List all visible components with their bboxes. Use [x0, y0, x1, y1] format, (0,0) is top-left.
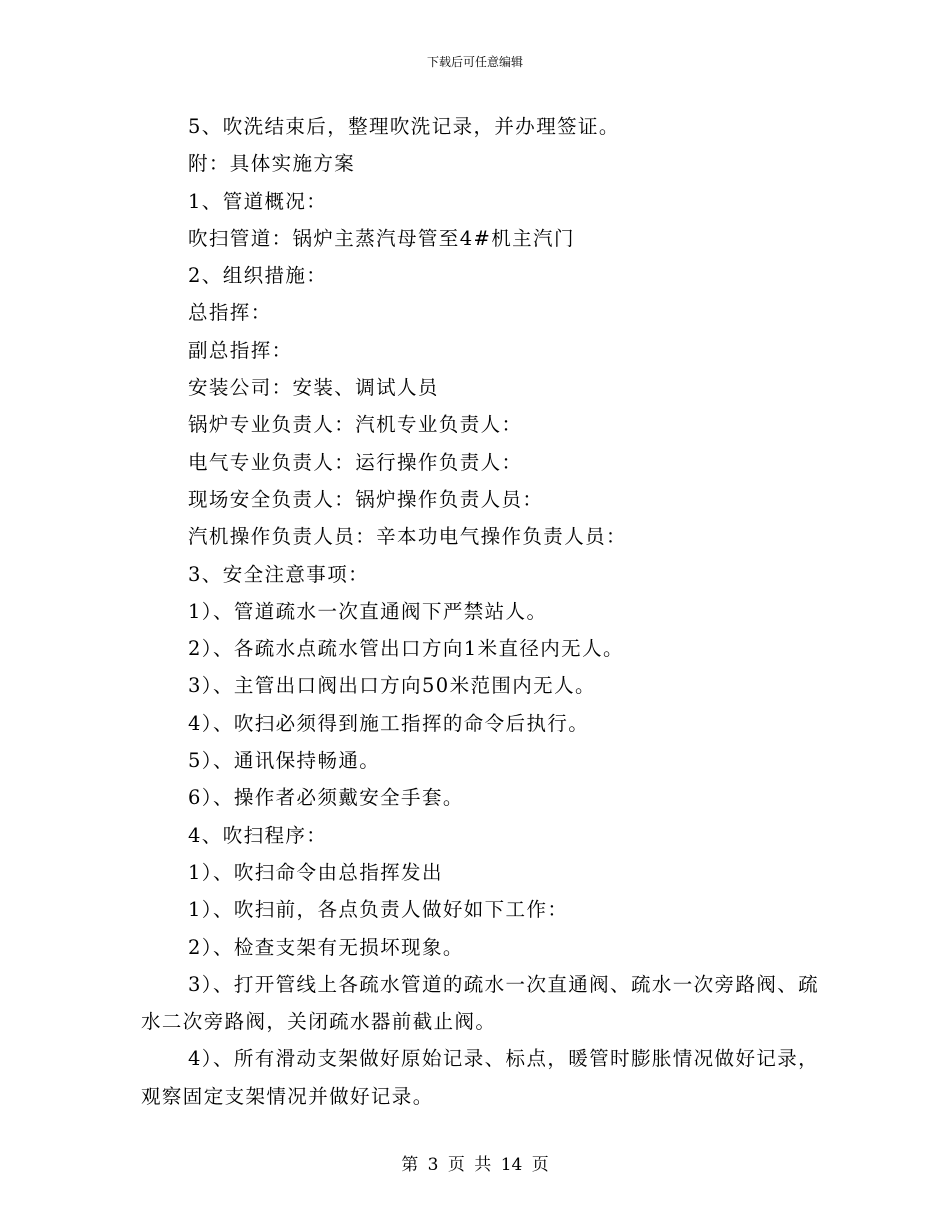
list-item: 1）、吹扫命令由总指挥发出 — [188, 860, 443, 884]
section-heading: 2、组织措施： — [188, 264, 328, 288]
paragraph: 附：具体实施方案 — [188, 152, 356, 176]
paragraph: 电气专业负责人：运行操作负责人： — [188, 450, 523, 474]
paragraph: 总指挥： — [188, 301, 272, 325]
page-header: 下载后可任意编辑 — [426, 55, 523, 69]
paragraph: 吹扫管道：锅炉主蒸汽母管至4#机主汽门 — [188, 226, 575, 250]
list-item: 4）、吹扫必须得到施工指挥的命令后执行。 — [188, 711, 590, 735]
list-item: 6）、操作者必须戴安全手套。 — [188, 786, 464, 810]
paragraph: 5、吹洗结束后，整理吹洗记录，并办理签证。 — [188, 115, 620, 138]
paragraph: 副总指挥： — [188, 338, 293, 362]
section-heading: 3、安全注意事项： — [188, 562, 370, 586]
list-item: 3）、主管出口阀出口方向50米范围内无人。 — [188, 674, 596, 698]
document-body — [141, 108, 831, 1115]
list-item: 1）、管道疏水一次直通阀下严禁站人。 — [188, 599, 548, 623]
list-item: 1）、吹扫前，各点负责人做好如下工作： — [188, 898, 569, 922]
paragraph: 锅炉专业负责人：汽机专业负责人： — [188, 413, 523, 437]
paragraph: 现场安全负责人：锅炉操作负责人员： — [188, 487, 544, 511]
section-heading: 4、吹扫程序： — [188, 823, 328, 847]
paragraph: 汽机操作负责人员：辛本功电气操作负责人员： — [188, 525, 627, 549]
list-item: 2）、检查支架有无损坏现象。 — [188, 935, 464, 959]
list-item: 3）、打开管线上各疏水管道的疏水一次直通阀、疏水一次旁路阀、疏水二次旁路阀，关闭疏水器前截止阀。 — [141, 972, 820, 1034]
paragraph: 安装公司：安装、调试人员 — [188, 376, 439, 400]
page-footer: 第 3 页 共 14 页 — [401, 1155, 549, 1175]
list-item: 2）、各疏水点疏水管出口方向1米直径内无人。 — [188, 637, 624, 661]
list-item: 5）、通讯保持畅通。 — [188, 749, 381, 773]
section-heading: 1、管道概况： — [188, 189, 328, 213]
list-item: 4）、所有滑动支架做好原始记录、标点，暖管时膨胀情况做好记录，观察固定支架情况并做好记录。 — [141, 1047, 820, 1108]
